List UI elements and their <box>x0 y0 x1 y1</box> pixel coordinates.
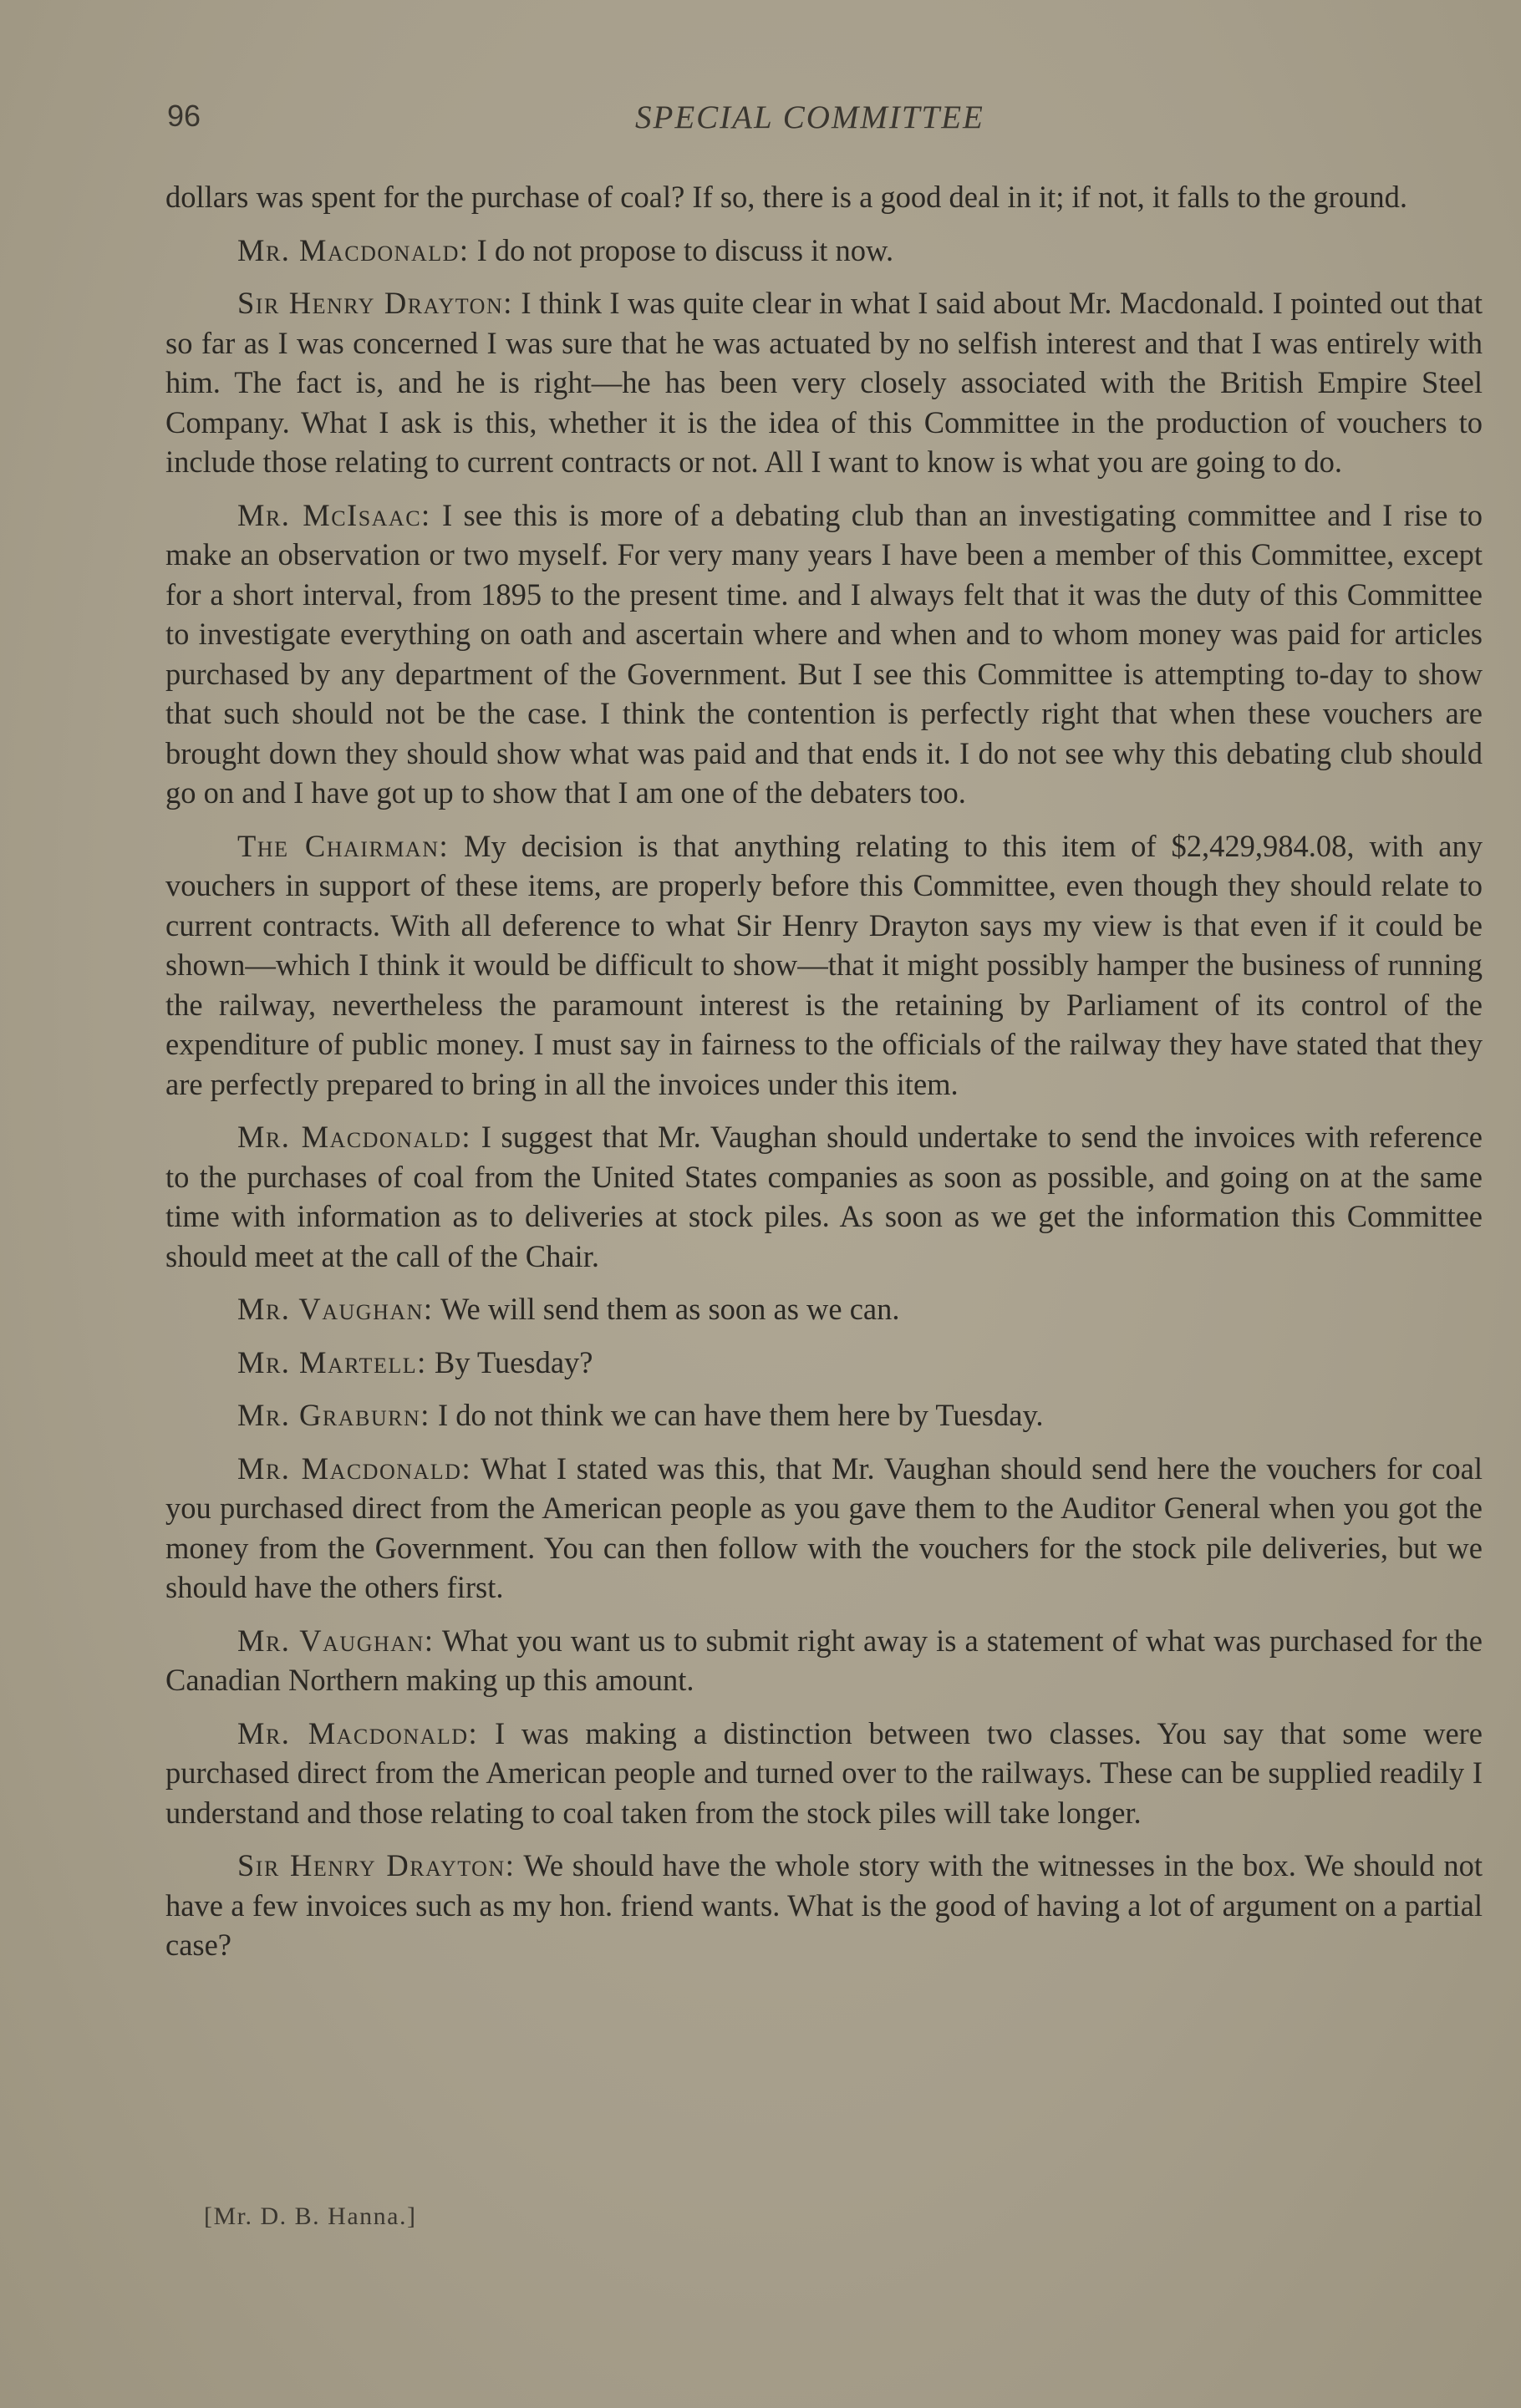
body-text <box>165 177 1483 1979</box>
paragraph <box>165 283 1483 482</box>
paragraph <box>165 1117 1483 1276</box>
paragraph <box>165 1449 1483 1608</box>
paragraph <box>165 1846 1483 1965</box>
speaker-name: Sir Henry Drayton: <box>237 1848 516 1882</box>
speaker-name: Mr. Macdonald: <box>237 232 470 267</box>
paragraph-text: I see this is more of a debating club than an investigating committee and I rise to make an observation or two myself. For very many years I have been a member of this Committee, except for a short interval, from 1895 to the present time. and I always felt that it was the duty of this Committee to investigate everything on oath and ascertain where and when and to whom money was paid for articles purchased by any department of the Government. But I see this Committee is attempting to-day to show that such should not be the case. I think the contention is perfectly right that when these vouchers are brought down they should show what was paid and that ends it. I do not see why this debating club should go on and I have got up to show that I am one of the debaters too. <box>165 497 1483 810</box>
paragraph-text: What I stated was this, that Mr. Vaughan should send here the vouchers for coal you purchased direct from the American people as you gave them to the Auditor General when you got the money from the Government. You can then follow with the vouchers for the stock pile deliveries, but we should have the others first. <box>165 1450 1483 1604</box>
speaker-name: Mr. Graburn: <box>237 1398 430 1432</box>
paragraph <box>165 1395 1483 1435</box>
page-header <box>167 99 1521 149</box>
speaker-name: The Chairman: <box>237 828 450 863</box>
paragraph-text: We should have the whole story with the witnesses in the box. We should not have a few invoices such as my hon. friend wants. What is the good of having a lot of argument on a partial case? <box>165 1848 1483 1962</box>
paragraph <box>165 177 1483 217</box>
paragraph-text: I think I was quite clear in what I said about Mr. Macdonald. I pointed out that so far as I was concerned I was sure that he was actuated by no selfish interest and that I was entirely with him. The fact is, and he is right—he has been very closely associated with the British Empire Steel Company. What I ask is this, whether it is the idea of this Committee in the production of vouchers to include those relating to current contracts or not. All I want to know is what you are going to do. <box>165 286 1483 479</box>
paragraph-text: What you want us to submit right away is a statement of what was purchased for the Canadian Northern making up this amount. <box>165 1623 1483 1697</box>
speaker-name: Mr. Macdonald: <box>237 1450 472 1486</box>
speaker-name: Mr. Vaughan: <box>237 1292 434 1326</box>
speaker-name: Mr. Macdonald: <box>237 1715 479 1750</box>
paragraph-text: By Tuesday? <box>434 1344 593 1379</box>
paragraph <box>165 495 1483 813</box>
page-number: 96 <box>167 99 201 133</box>
paragraph <box>165 826 1483 1105</box>
paragraph-text: I do not propose to discuss it now. <box>476 232 894 267</box>
paragraph-text: I do not think we can have them here by Tuesday. <box>438 1398 1044 1432</box>
paragraph <box>165 1343 1483 1383</box>
speaker-name: Sir Henry Drayton: <box>237 286 513 320</box>
paragraph <box>165 1289 1483 1329</box>
footer-note: [Mr. D. B. Hanna.] <box>204 2202 417 2230</box>
speaker-name: Mr. Martell: <box>237 1344 427 1379</box>
paragraph <box>165 1621 1483 1700</box>
paragraph-text: dollars was spent for the purchase of coal? If so, there is a good deal in it; if not, it falls to the ground. <box>165 180 1407 214</box>
running-head: SPECIAL COMMITTEE <box>635 99 984 135</box>
paragraph <box>165 1714 1483 1833</box>
paragraph-text: I suggest that Mr. Vaughan should undertake to send the invoices with reference to the purchases of coal from the United States companies as soon as possible, and going on at the same time with information as to deliveries at stock piles. As soon as we get the information this Committee should meet at the call of the Chair. <box>165 1120 1483 1273</box>
paragraph-text: My decision is that anything relating to this item of $2,429,984.08, with any vouchers in support of these items, are properly before this Committee, even though they should relate to current contracts. With all deference to what Sir Henry Drayton says my view is that even if it could be shown—which I think it would be difficult to show—that it might possibly hamper the business of running the railway, nevertheless the paramount interest is the retaining by Parliament of its control of the expenditure of public money. I must say in fairness to the officials of the railway they have stated that they are perfectly prepared to bring in all the invoices under this item. <box>165 828 1483 1101</box>
speaker-name: Mr. Vaughan: <box>237 1623 435 1658</box>
paragraph <box>165 231 1483 271</box>
speaker-name: Mr. McIsaac: <box>237 497 431 532</box>
paragraph-text: I was making a distinction between two classes. You say that some were purchased direct from the American people and turned over to the railways. These can be supplied readily I understand and those relating to coal taken from the stock piles will take longer. <box>165 1715 1483 1830</box>
speaker-name: Mr. Macdonald: <box>237 1120 472 1154</box>
paragraph-text: We will send them as soon as we can. <box>440 1292 900 1326</box>
